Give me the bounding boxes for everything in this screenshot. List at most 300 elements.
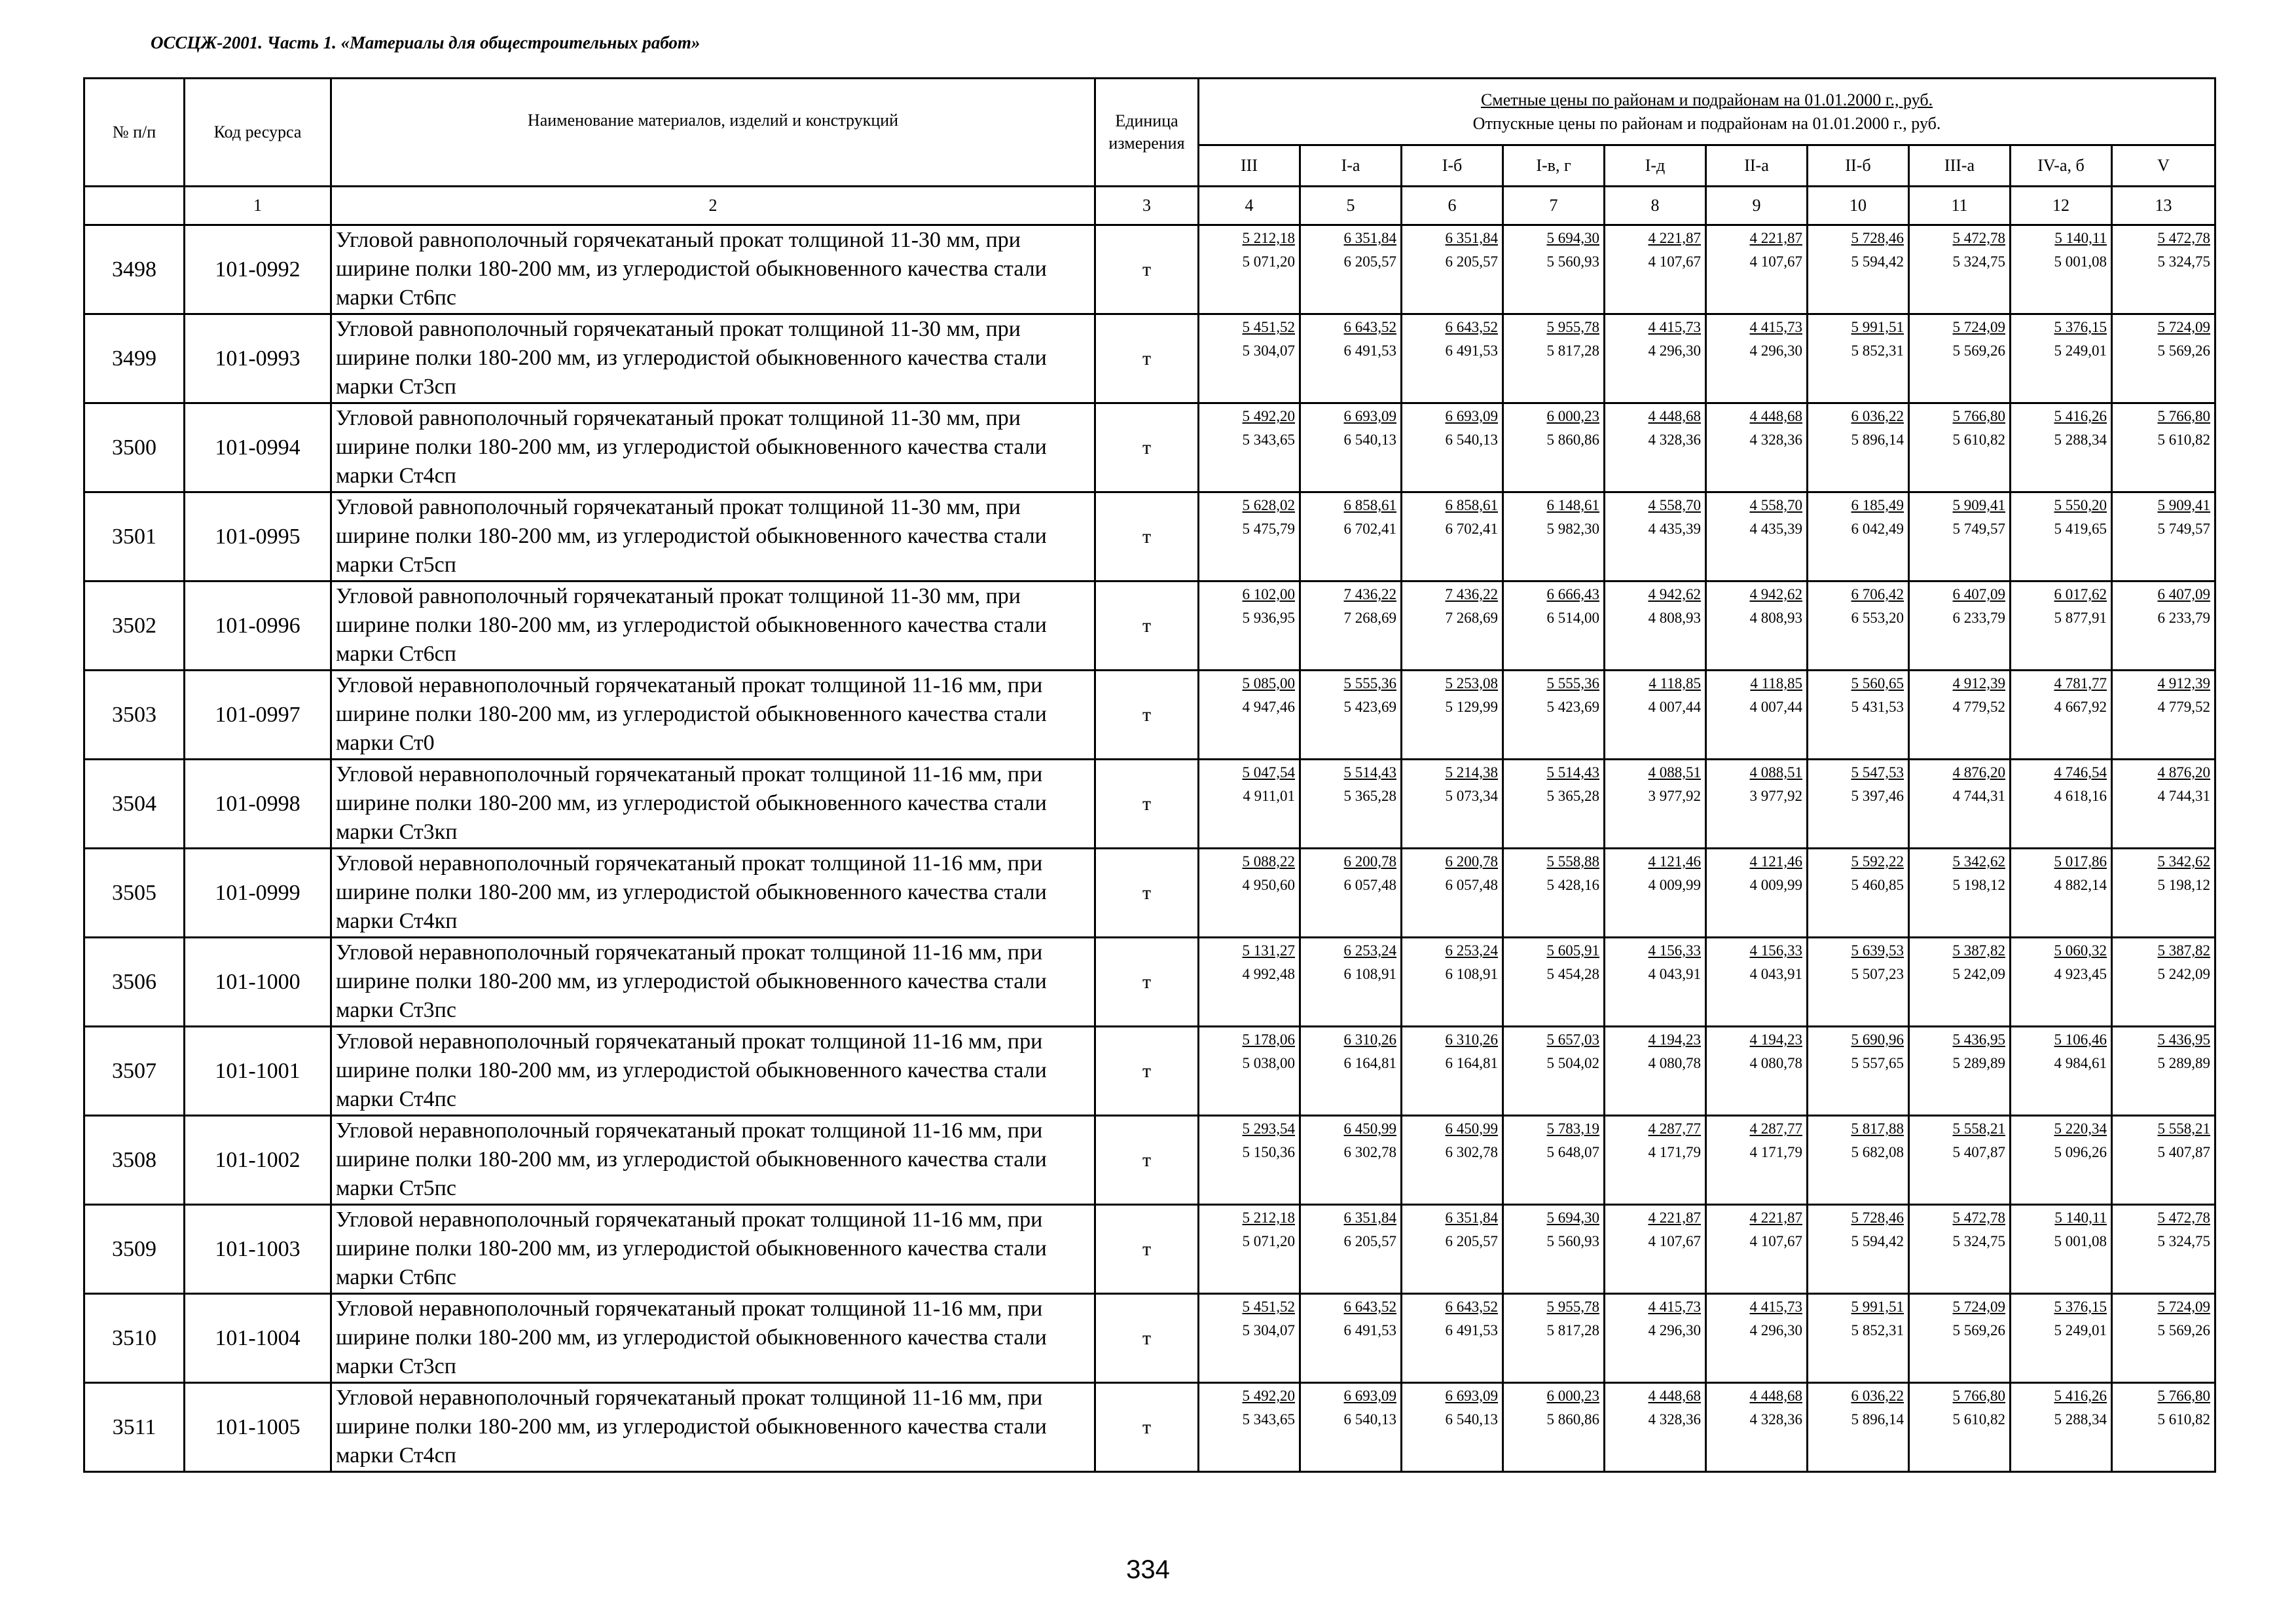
release-price: 4 779,52 (1952, 699, 2005, 715)
estimated-price: 5 293,54 (1242, 1120, 1295, 1137)
estimated-price: 5 060,32 (2054, 942, 2107, 959)
price-cell (1706, 492, 1808, 581)
estimated-price: 5 766,80 (2157, 408, 2211, 424)
price-cell (2112, 1116, 2215, 1205)
estimated-price: 5 085,00 (1242, 675, 1295, 692)
estimated-price: 5 560,65 (1851, 675, 1904, 692)
material-name: Угловой равнополочный горячекатаный прокат толщиной 11-30 мм, при ширине полки 180-200 мм, из углеродистой обыкновенного качества стали марки Ст3сп (331, 314, 1095, 403)
estimated-price: 6 666,43 (1546, 586, 1599, 602)
release-price: 4 080,78 (1648, 1055, 1701, 1071)
price-cell (2011, 1294, 2112, 1383)
header-region: V (2112, 145, 2215, 187)
estimated-price: 5 909,41 (2157, 497, 2211, 513)
unit-of-measure: т (1095, 403, 1199, 492)
price-cell (1909, 1027, 2011, 1116)
estimated-price: 5 472,78 (2157, 1209, 2211, 1226)
estimated-price: 6 017,62 (2054, 586, 2107, 602)
estimated-price: 5 550,20 (2054, 497, 2107, 513)
release-price: 5 304,07 (1242, 1322, 1295, 1338)
price-cell (1402, 671, 1503, 760)
price-cell (1605, 403, 1706, 492)
release-price: 4 328,36 (1749, 1411, 1802, 1428)
estimated-price: 5 817,88 (1851, 1120, 1904, 1137)
estimated-price: 5 592,22 (1851, 853, 1904, 870)
price-cell (1808, 671, 1909, 760)
release-price: 6 164,81 (1445, 1055, 1498, 1071)
estimated-price: 5 088,22 (1242, 853, 1295, 870)
release-price: 6 540,13 (1343, 1411, 1396, 1428)
release-price: 5 407,87 (1952, 1144, 2005, 1160)
price-cell (1402, 1205, 1503, 1294)
header-name: Наименование материалов, изделий и конструкций (331, 79, 1095, 187)
price-cell (1199, 1383, 1300, 1472)
estimated-price: 4 415,73 (1648, 319, 1701, 335)
release-price: 4 435,39 (1749, 521, 1802, 537)
material-name: Угловой равнополочный горячекатаный прокат толщиной 11-30 мм, при ширине полки 180-200 мм, из углеродистой обыкновенного качества стали марки Ст4сп (331, 403, 1095, 492)
release-price: 6 205,57 (1343, 253, 1396, 270)
release-price: 5 817,28 (1546, 342, 1599, 359)
release-price: 6 302,78 (1343, 1144, 1396, 1160)
column-number: 7 (1503, 187, 1605, 225)
estimated-price: 6 351,84 (1343, 1209, 1396, 1226)
release-price: 5 610,82 (2157, 432, 2211, 448)
estimated-price: 6 693,09 (1445, 408, 1498, 424)
release-price: 5 569,26 (2157, 342, 2211, 359)
resource-code: 101-0992 (185, 225, 331, 314)
estimated-price: 6 693,09 (1445, 1388, 1498, 1404)
resource-code: 101-1000 (185, 938, 331, 1027)
estimated-price: 5 492,20 (1242, 408, 1295, 424)
price-cell (1706, 760, 1808, 849)
price-cell (1909, 581, 2011, 671)
release-price: 6 491,53 (1343, 342, 1396, 359)
price-cell (1300, 314, 1402, 403)
release-price: 5 982,30 (1546, 521, 1599, 537)
price-cell (1808, 492, 1909, 581)
estimated-price: 4 912,39 (1952, 675, 2005, 692)
release-price: 6 205,57 (1445, 253, 1498, 270)
release-price: 5 569,26 (1952, 342, 2005, 359)
estimated-price: 4 415,73 (1749, 1299, 1802, 1315)
price-cell (2112, 849, 2215, 938)
price-cell (1503, 760, 1605, 849)
release-price: 4 808,93 (1648, 610, 1701, 626)
price-cell (1706, 1383, 1808, 1472)
estimated-price: 6 706,42 (1851, 586, 1904, 602)
unit-of-measure: т (1095, 1027, 1199, 1116)
header-region: III-а (1909, 145, 2011, 187)
price-cell (1199, 492, 1300, 581)
material-name: Угловой равнополочный горячекатаный прокат толщиной 11-30 мм, при ширине полки 180-200 мм, из углеродистой обыкновенного качества стали марки Ст6пс (331, 225, 1095, 314)
price-cell (1300, 1294, 1402, 1383)
price-cell (1402, 760, 1503, 849)
release-price: 5 324,75 (2157, 1233, 2211, 1249)
resource-code: 101-0993 (185, 314, 331, 403)
price-cell (2011, 314, 2112, 403)
price-cell (1300, 938, 1402, 1027)
estimated-price: 5 492,20 (1242, 1388, 1295, 1404)
row-number: 3509 (84, 1205, 185, 1294)
release-price: 4 009,99 (1648, 877, 1701, 893)
estimated-price: 5 451,52 (1242, 1299, 1295, 1315)
price-cell (1503, 314, 1605, 403)
price-cell (1503, 403, 1605, 492)
release-price: 5 324,75 (1952, 1233, 2005, 1249)
price-cell (2112, 225, 2215, 314)
estimated-price: 4 194,23 (1749, 1031, 1802, 1048)
estimated-price: 4 287,77 (1648, 1120, 1701, 1137)
price-cell (1402, 1116, 1503, 1205)
estimated-price: 4 194,23 (1648, 1031, 1701, 1048)
estimated-price: 5 472,78 (1952, 1209, 2005, 1226)
release-price: 4 992,48 (1242, 966, 1295, 982)
release-price: 5 071,20 (1242, 1233, 1295, 1249)
price-cell (1503, 671, 1605, 760)
release-price: 6 233,79 (2157, 610, 2211, 626)
price-cell (1605, 1205, 1706, 1294)
resource-code: 101-0994 (185, 403, 331, 492)
price-cell (1909, 760, 2011, 849)
resource-code: 101-1003 (185, 1205, 331, 1294)
release-price: 7 268,69 (1343, 610, 1396, 626)
price-cell (1503, 938, 1605, 1027)
release-price: 4 618,16 (2054, 788, 2107, 804)
price-cell (1402, 1294, 1503, 1383)
estimated-price: 5 212,18 (1242, 230, 1295, 246)
price-cell (1402, 1027, 1503, 1116)
material-name: Угловой неравнополочный горячекатаный прокат толщиной 11-16 мм, при ширине полки 180-200 мм, из углеродистой обыкновенного качества стали марки Ст3кп (331, 760, 1095, 849)
price-cell (1706, 314, 1808, 403)
release-price: 4 808,93 (1749, 610, 1802, 626)
release-price: 5 324,75 (2157, 253, 2211, 270)
estimated-price: 6 693,09 (1343, 1388, 1396, 1404)
release-price: 5 594,42 (1851, 1233, 1904, 1249)
header-code: Код ресурса (185, 79, 331, 187)
release-price: 5 423,69 (1343, 699, 1396, 715)
header-region: I-д (1605, 145, 1706, 187)
unit-of-measure: т (1095, 1205, 1199, 1294)
price-cell (2011, 492, 2112, 581)
estimated-price: 5 724,09 (1952, 319, 2005, 335)
estimated-price: 5 909,41 (1952, 497, 2005, 513)
release-price: 5 249,01 (2054, 1322, 2107, 1338)
release-price: 4 080,78 (1749, 1055, 1802, 1071)
release-price: 5 454,28 (1546, 966, 1599, 982)
estimated-price: 5 991,51 (1851, 1299, 1904, 1315)
release-price: 6 302,78 (1445, 1144, 1498, 1160)
release-price: 6 164,81 (1343, 1055, 1396, 1071)
release-price: 4 435,39 (1648, 521, 1701, 537)
price-cell (1909, 849, 2011, 938)
estimated-price: 5 783,19 (1546, 1120, 1599, 1137)
table-row (84, 938, 2215, 1027)
price-cell (1909, 938, 2011, 1027)
price-cell (2112, 581, 2215, 671)
price-cell (2112, 314, 2215, 403)
estimated-price: 5 376,15 (2054, 1299, 2107, 1315)
release-price: 5 431,53 (1851, 699, 1904, 715)
estimated-price: 5 955,78 (1546, 1299, 1599, 1315)
price-cell (1706, 581, 1808, 671)
release-price: 4 043,91 (1648, 966, 1701, 982)
price-cell (1300, 849, 1402, 938)
estimated-price: 6 858,61 (1343, 497, 1396, 513)
estimated-price: 4 942,62 (1749, 586, 1802, 602)
estimated-price: 5 514,43 (1343, 764, 1396, 781)
release-price: 4 171,79 (1749, 1144, 1802, 1160)
estimated-price: 5 416,26 (2054, 408, 2107, 424)
resource-code: 101-0996 (185, 581, 331, 671)
price-cell (1706, 403, 1808, 492)
price-cell (1300, 1116, 1402, 1205)
price-cell (2011, 1383, 2112, 1472)
price-cell (1909, 225, 2011, 314)
estimated-price: 4 781,77 (2054, 675, 2107, 692)
estimated-price: 4 942,62 (1648, 586, 1701, 602)
price-cell (2112, 671, 2215, 760)
column-number: 4 (1199, 187, 1300, 225)
release-price: 4 171,79 (1648, 1144, 1701, 1160)
price-cell (1605, 1027, 1706, 1116)
material-name: Угловой неравнополочный горячекатаный прокат толщиной 11-16 мм, при ширине полки 180-200 мм, из углеродистой обыкновенного качества стали марки Ст4кп (331, 849, 1095, 938)
header-region: III (1199, 145, 1300, 187)
estimated-price: 5 472,78 (1952, 230, 2005, 246)
price-cell (1503, 581, 1605, 671)
material-name: Угловой неравнополочный горячекатаный прокат толщиной 11-16 мм, при ширине полки 180-200 мм, из углеродистой обыкновенного качества стали марки Ст4пс (331, 1027, 1095, 1116)
table-row (84, 1383, 2215, 1472)
estimated-price: 5 376,15 (2054, 319, 2107, 335)
table-row (84, 581, 2215, 671)
estimated-price: 5 131,27 (1242, 942, 1295, 959)
release-price: 4 107,67 (1749, 1233, 1802, 1249)
estimated-price: 5 991,51 (1851, 319, 1904, 335)
estimated-price: 5 558,88 (1546, 853, 1599, 870)
estimated-price: 6 310,26 (1445, 1031, 1498, 1048)
release-price: 4 328,36 (1749, 432, 1802, 448)
price-cell (2112, 403, 2215, 492)
unit-of-measure: т (1095, 671, 1199, 760)
estimated-price: 5 724,09 (1952, 1299, 2005, 1315)
release-price: 5 557,65 (1851, 1055, 1904, 1071)
release-price: 5 289,89 (1952, 1055, 2005, 1071)
price-cell (1909, 314, 2011, 403)
release-price: 5 860,86 (1546, 432, 1599, 448)
release-price: 6 553,20 (1851, 610, 1904, 626)
price-cell (2011, 849, 2112, 938)
release-price: 6 702,41 (1445, 521, 1498, 537)
table-row (84, 1205, 2215, 1294)
estimated-price: 5 214,38 (1445, 764, 1498, 781)
estimated-price: 5 724,09 (2157, 1299, 2211, 1315)
unit-of-measure: т (1095, 849, 1199, 938)
release-price: 5 560,93 (1546, 253, 1599, 270)
release-price: 5 038,00 (1242, 1055, 1295, 1071)
estimated-price: 4 156,33 (1648, 942, 1701, 959)
price-cell (1402, 1383, 1503, 1472)
price-cell (1300, 225, 1402, 314)
price-cell (1300, 1027, 1402, 1116)
column-number: 2 (331, 187, 1095, 225)
header-unit: Единица измерения (1095, 79, 1199, 187)
estimated-price: 5 178,06 (1242, 1031, 1295, 1048)
column-number-empty (84, 187, 185, 225)
estimated-price: 6 036,22 (1851, 1388, 1904, 1404)
release-price: 6 057,48 (1343, 877, 1396, 893)
price-cell (2011, 1027, 2112, 1116)
price-cell (1199, 760, 1300, 849)
document-header: ОССЦЖ-2001. Часть 1. «Материалы для общестроительных работ» (151, 33, 701, 52)
estimated-price: 6 102,00 (1242, 586, 1295, 602)
release-price: 6 491,53 (1445, 1322, 1498, 1338)
row-number: 3511 (84, 1383, 185, 1472)
table-row (84, 1027, 2215, 1116)
price-cell (2112, 492, 2215, 581)
release-price: 5 852,31 (1851, 1322, 1904, 1338)
resource-code: 101-0999 (185, 849, 331, 938)
price-cell (1605, 849, 1706, 938)
price-cell (2112, 1027, 2215, 1116)
resource-code: 101-1002 (185, 1116, 331, 1205)
release-price: 5 610,82 (1952, 432, 2005, 448)
estimated-price: 5 140,11 (2054, 230, 2107, 246)
header-region: II-а (1706, 145, 1808, 187)
estimated-price: 5 140,11 (2054, 1209, 2107, 1226)
column-number: 3 (1095, 187, 1199, 225)
row-number: 3502 (84, 581, 185, 671)
release-price: 4 744,31 (1952, 788, 2005, 804)
estimated-price: 5 694,30 (1546, 1209, 1599, 1226)
price-cell (1402, 849, 1503, 938)
estimated-price: 6 000,23 (1546, 1388, 1599, 1404)
estimated-price: 5 106,46 (2054, 1031, 2107, 1048)
release-price: 5 304,07 (1242, 342, 1295, 359)
release-price: 5 852,31 (1851, 342, 1904, 359)
resource-code: 101-0997 (185, 671, 331, 760)
price-cell (1605, 760, 1706, 849)
row-number: 3510 (84, 1294, 185, 1383)
estimated-price: 4 912,39 (2157, 675, 2211, 692)
column-number: 8 (1605, 187, 1706, 225)
estimated-price: 4 088,51 (1648, 764, 1701, 781)
release-price: 4 296,30 (1749, 342, 1802, 359)
header-region: I-в, г (1503, 145, 1605, 187)
price-cell (1808, 938, 1909, 1027)
release-price: 5 289,89 (2157, 1055, 2211, 1071)
resource-code: 101-0995 (185, 492, 331, 581)
price-cell (1808, 1205, 1909, 1294)
price-cell (1808, 1294, 1909, 1383)
estimated-price: 4 118,85 (1649, 675, 1701, 692)
release-price: 5 343,65 (1242, 1411, 1295, 1428)
row-number: 3505 (84, 849, 185, 938)
estimated-price: 6 310,26 (1343, 1031, 1396, 1048)
estimated-price: 4 558,70 (1749, 497, 1802, 513)
resource-code: 101-0998 (185, 760, 331, 849)
estimated-price: 5 724,09 (2157, 319, 2211, 335)
estimated-price: 5 766,80 (1952, 408, 2005, 424)
estimated-price: 6 643,52 (1445, 319, 1498, 335)
price-cell (1503, 1027, 1605, 1116)
table-row (84, 671, 2215, 760)
estimated-price: 5 955,78 (1546, 319, 1599, 335)
price-cell (2011, 671, 2112, 760)
release-price: 4 882,14 (2054, 877, 2107, 893)
estimated-price: 4 746,54 (2054, 764, 2107, 781)
row-number: 3501 (84, 492, 185, 581)
unit-of-measure: т (1095, 1116, 1199, 1205)
price-cell (1808, 1383, 1909, 1472)
price-cell (1808, 314, 1909, 403)
header-region: IV-а, б (2011, 145, 2112, 187)
price-cell (2011, 403, 2112, 492)
release-price: 5 288,34 (2054, 432, 2107, 448)
resource-code: 101-1004 (185, 1294, 331, 1383)
price-cell (1808, 581, 1909, 671)
estimated-price: 4 448,68 (1749, 408, 1802, 424)
table-row (84, 314, 2215, 403)
release-price: 5 560,93 (1546, 1233, 1599, 1249)
estimated-price: 5 436,95 (1952, 1031, 2005, 1048)
release-price: 5 129,99 (1445, 699, 1498, 715)
price-cell (1808, 760, 1909, 849)
release-price: 6 514,00 (1546, 610, 1599, 626)
unit-of-measure: т (1095, 760, 1199, 849)
release-price: 4 923,45 (2054, 966, 2107, 982)
price-cell (1706, 1027, 1808, 1116)
price-cell (1909, 1383, 2011, 1472)
release-price: 4 107,67 (1749, 253, 1802, 270)
price-cell (1706, 225, 1808, 314)
release-price: 4 328,36 (1648, 1411, 1701, 1428)
price-cell (1503, 1116, 1605, 1205)
material-name: Угловой неравнополочный горячекатаный прокат толщиной 11-16 мм, при ширине полки 180-200 мм, из углеродистой обыкновенного качества стали марки Ст6пс (331, 1205, 1095, 1294)
price-cell (1605, 1383, 1706, 1472)
estimated-price: 4 448,68 (1648, 1388, 1701, 1404)
release-price: 4 007,44 (1648, 699, 1701, 715)
price-cell (2011, 760, 2112, 849)
estimated-price: 6 643,52 (1343, 319, 1396, 335)
unit-of-measure: т (1095, 1294, 1199, 1383)
estimated-price: 4 448,68 (1749, 1388, 1802, 1404)
row-number: 3499 (84, 314, 185, 403)
estimated-price: 5 766,80 (1952, 1388, 2005, 1404)
release-price: 5 001,08 (2054, 1233, 2107, 1249)
resource-code: 101-1001 (185, 1027, 331, 1116)
release-price: 5 324,75 (1952, 253, 2005, 270)
header-release-prices: Отпускные цены по районам и подрайонам на 01.01.2000 г., руб. (1472, 113, 1941, 133)
page-number: 334 (1126, 1555, 1170, 1584)
estimated-price: 4 221,87 (1648, 230, 1701, 246)
estimated-price: 4 876,20 (2157, 764, 2211, 781)
release-price: 4 667,92 (2054, 699, 2107, 715)
release-price: 4 107,67 (1648, 1233, 1701, 1249)
estimated-price: 6 351,84 (1445, 230, 1498, 246)
release-price: 5 475,79 (1242, 521, 1295, 537)
estimated-price: 5 690,96 (1851, 1031, 1904, 1048)
material-name: Угловой равнополочный горячекатаный прокат толщиной 11-30 мм, при ширине полки 180-200 мм, из углеродистой обыкновенного качества стали марки Ст6сп (331, 581, 1095, 671)
estimated-price: 5 342,62 (1952, 853, 2005, 870)
header-prices (1199, 79, 2215, 145)
estimated-price: 5 728,46 (1851, 1209, 1904, 1226)
price-cell (1199, 225, 1300, 314)
price-cell (1909, 1294, 2011, 1383)
price-cell (1503, 225, 1605, 314)
price-cell (1503, 849, 1605, 938)
price-cell (1402, 225, 1503, 314)
unit-of-measure: т (1095, 938, 1199, 1027)
material-name: Угловой неравнополочный горячекатаный прокат толщиной 11-16 мм, при ширине полки 180-200 мм, из углеродистой обыкновенного качества стали марки Ст3сп (331, 1294, 1095, 1383)
price-cell (2112, 1383, 2215, 1472)
